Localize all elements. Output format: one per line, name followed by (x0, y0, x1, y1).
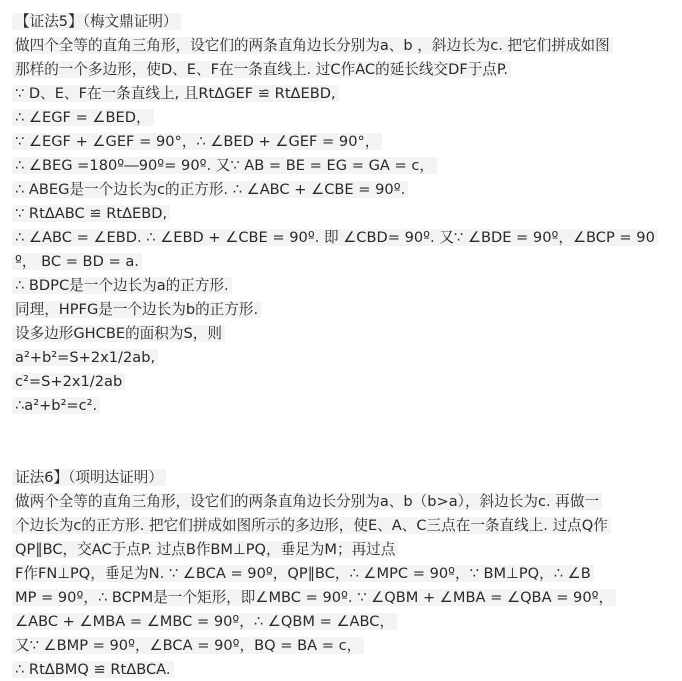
section5-line-7: ∴ ABEG是一个边长为c的正方形. ∴ ∠ABC + ∠CBE = 90º. (12, 180, 408, 200)
section5-line-14: a²+b²=S+2x1/2ab, (12, 348, 158, 368)
section5-title: 【证法5】（梅文鼎证明） (12, 12, 181, 32)
section6-line-1: 做两个全等的直角三角形，设它们的两条直角边长分别为a、b（b>a），斜边长为c. 再做一 (12, 492, 602, 512)
section5-line-16: ∴a²+b²=c². (12, 396, 100, 416)
section5-line-12: 同理，HPFG是一个边长为b的正方形. (12, 300, 261, 320)
section5-line-10: º， BC = BD = a. (12, 252, 142, 272)
section5-line-8: ∵ RtΔABC ≌ RtΔEBD, (12, 204, 170, 224)
section5-line-4: ∴ ∠EGF = ∠BED， (12, 108, 154, 128)
section5-line-2: 那样的一个多边形，使D、E、F在一条直线上. 过C作AC的延长线交DF于点P. (12, 60, 511, 80)
section5-line-6: ∴ ∠BEG =180º―90º= 90º. 又∵ AB = BE = EG = GA = c， (12, 156, 437, 176)
section6-line-7: 又∵ ∠BMP = 90º，∠BCA = 90º，BQ = BA = c， (12, 636, 364, 656)
section5-line-13: 设多边形GHCBE的面积为S，则 (12, 324, 225, 344)
section6-line-8: ∴ RtΔBMQ ≌ RtΔBCA. (12, 660, 174, 680)
section6-line-6: ∠ABC + ∠MBA = ∠MBC = 90º，∴ ∠QBM = ∠ABC， (12, 612, 397, 632)
section6-title: 证法6】（项明达证明） (12, 468, 166, 488)
section5-line-11: ∴ BDPC是一个边长为a的正方形. (12, 276, 232, 296)
section5-line-1: 做四个全等的直角三角形，设它们的两条直角边长分别为a、b ，斜边长为c. 把它们拼成如图 (12, 36, 613, 56)
section6-line-3: QP∥BC，交AC于点P. 过点B作BM⊥PQ，垂足为M；再过点 (12, 540, 398, 560)
section5-line-15: c²=S+2x1/2ab (12, 372, 125, 392)
section5-line-3: ∵ D、E、F在一条直线上, 且RtΔGEF ≌ RtΔEBD, (12, 84, 339, 104)
section6-line-2: 个边长为c的正方形. 把它们拼成如图所示的多边形，使E、A、C三点在一条直线上. 过点Q作 (12, 516, 611, 536)
section6-line-5: MP = 90º，∴ BCPM是一个矩形，即∠MBC = 90º. ∵ ∠QBM + ∠MBA = ∠QBA = 90º， (12, 588, 616, 608)
section5-line-9: ∴ ∠ABC = ∠EBD. ∴ ∠EBD + ∠CBE = 90º. 即 ∠CBD= 90º. 又∵ ∠BDE = 90º，∠BCP = 90 (12, 228, 658, 248)
section5-line-5: ∵ ∠EGF + ∠GEF = 90°，∴ ∠BED + ∠GEF = 90°， (12, 132, 382, 152)
section6-line-4: F作FN⊥PQ，垂足为N. ∵ ∠BCA = 90º，QP∥BC，∴ ∠MPC = 90º，∵ BM⊥PQ，∴ ∠B (12, 564, 594, 584)
